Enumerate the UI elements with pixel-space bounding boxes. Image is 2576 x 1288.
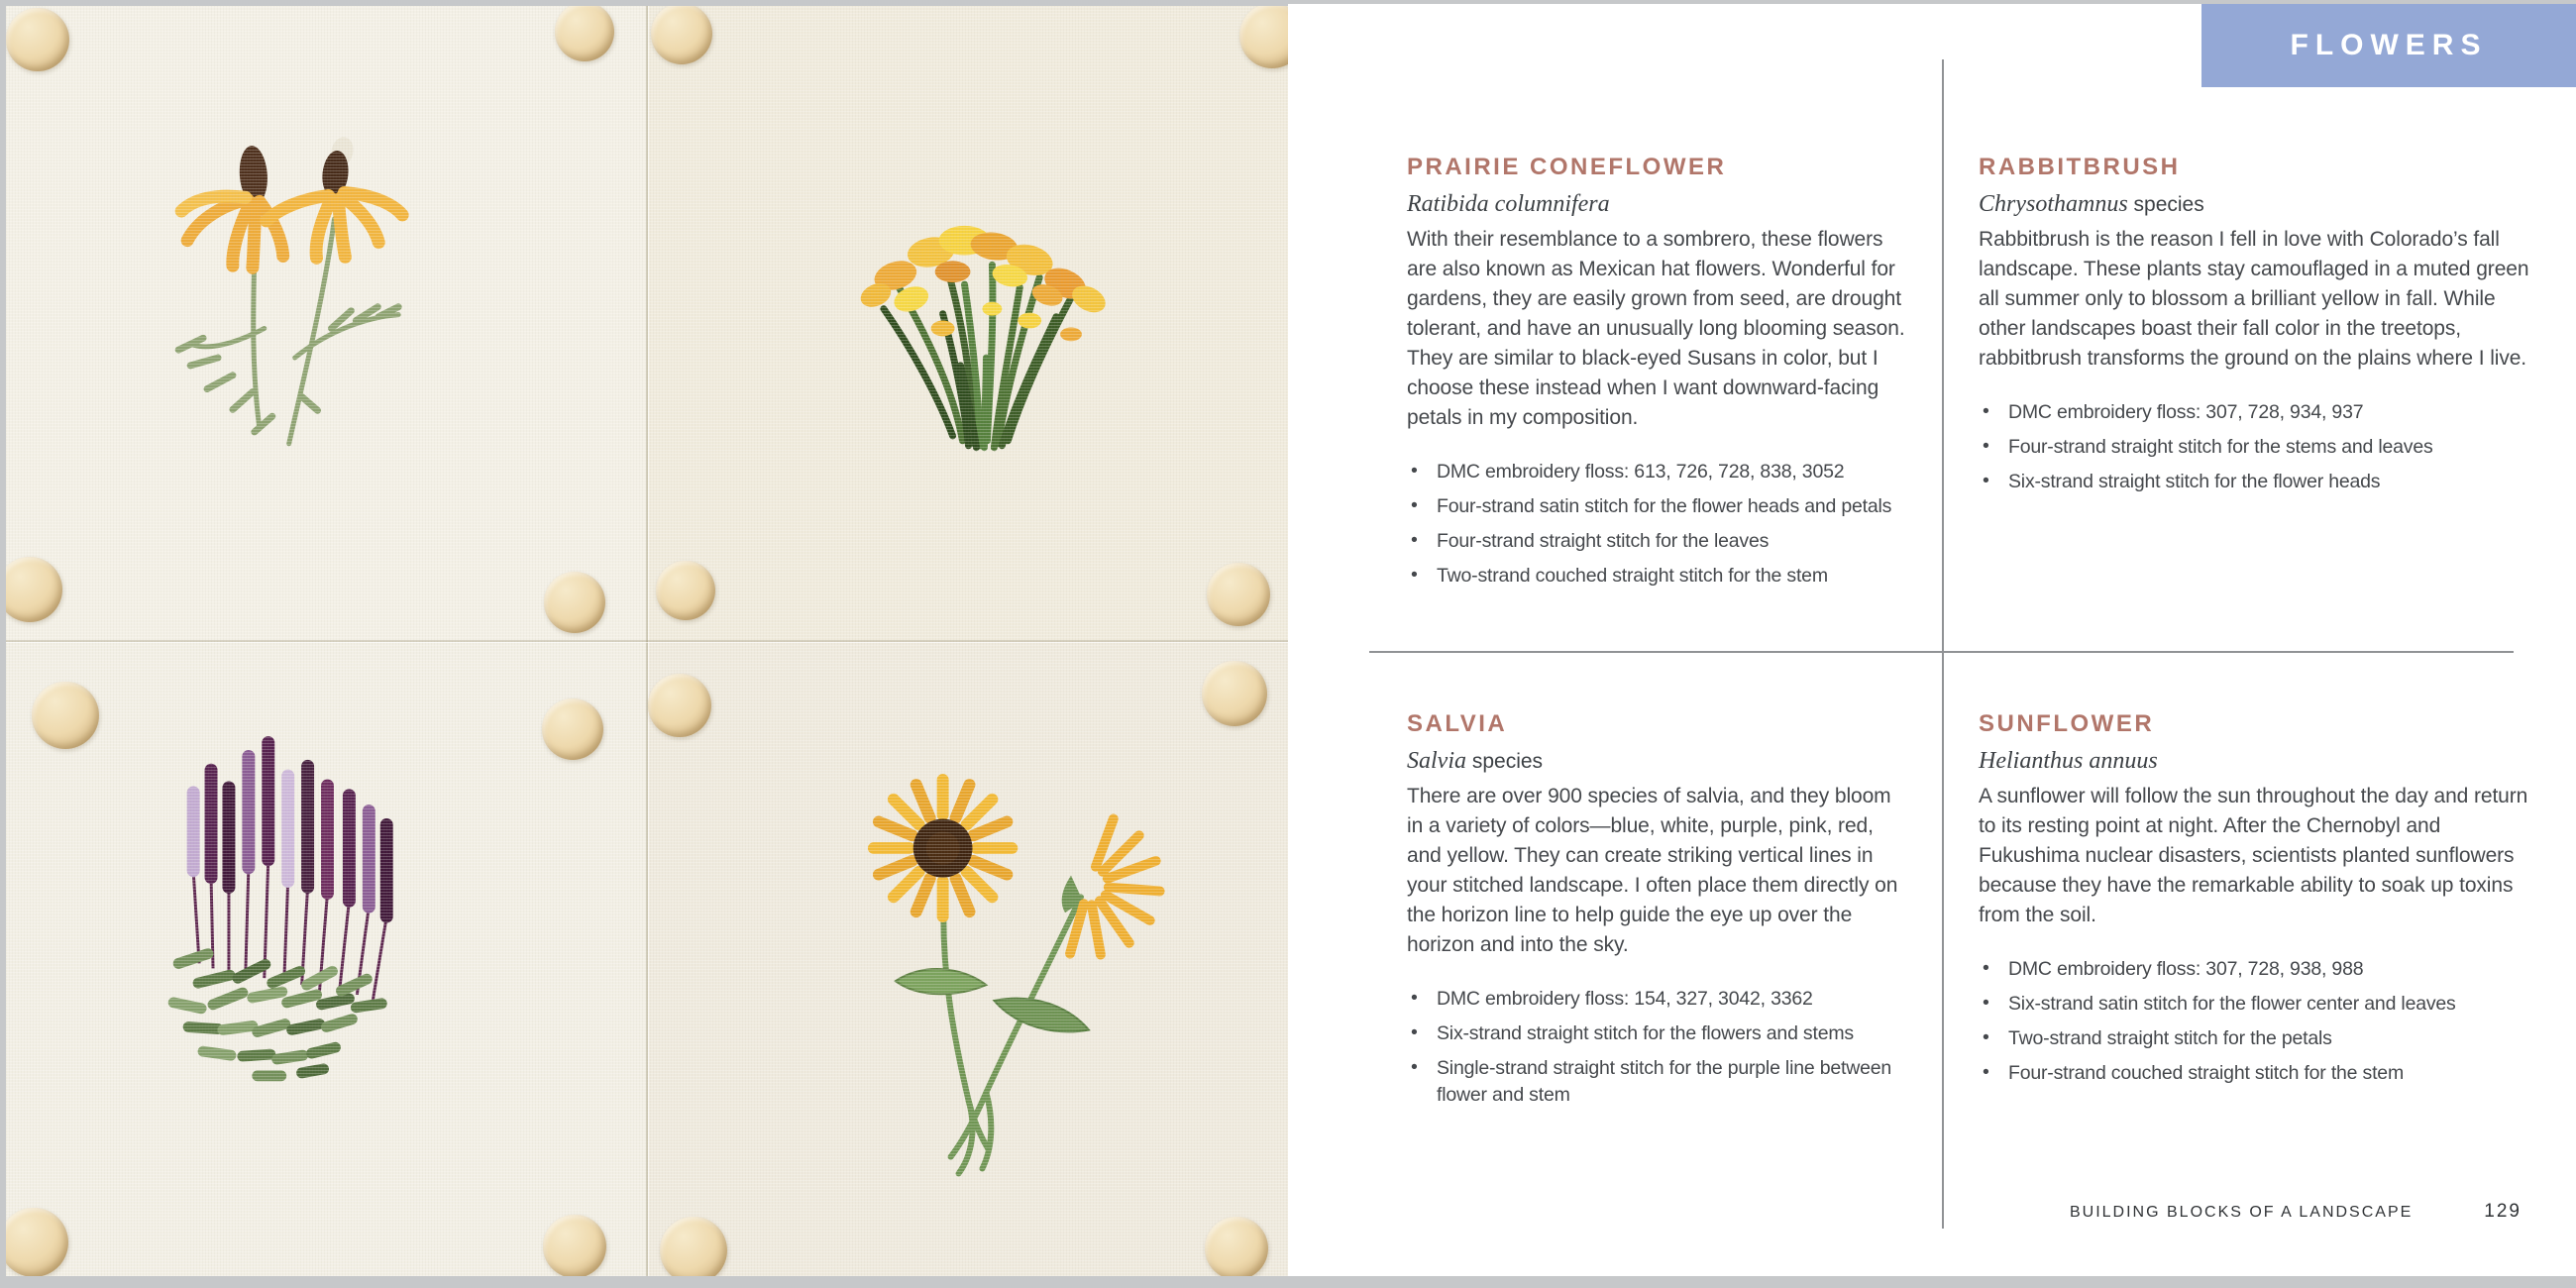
species-name: Ratibida columnifera <box>1407 191 1610 217</box>
wooden-pin <box>6 1208 68 1276</box>
running-footer: BUILDING BLOCKS OF A LANDSCAPE <box>2069 1204 2414 1221</box>
chapter-tab-label: FLOWERS <box>2290 29 2488 61</box>
section-salvia <box>1407 709 1907 1117</box>
stitch-list <box>1979 399 2531 495</box>
stitch-list <box>1407 986 1907 1109</box>
wooden-pin <box>648 674 711 737</box>
list-item: • Four-strand straight stitch for the leaves <box>1407 528 1907 555</box>
list-item: • Two-strand straight stitch for the petals <box>1979 1025 2531 1052</box>
list-item: • Four-strand straight stitch for the stems and leaves <box>1979 434 2531 461</box>
section-sunflower <box>1979 709 2531 1095</box>
page-number: 129 <box>2484 1201 2522 1222</box>
column-divider <box>1942 59 1944 1229</box>
text-page <box>1288 4 2576 1276</box>
stitch-list <box>1407 459 1907 590</box>
list-item: • Four-strand couched straight stitch for the stem <box>1979 1060 2531 1087</box>
quadrant-sunflower <box>647 641 1288 1276</box>
section-body: Rabbitbrush is the reason I fell in love with Colorado’s fall landscape. These plants stay camouflaged in a muted green all summer only to blossom a brilliant yellow in fall. While other landscapes boast their fall color in the treetops, rabbitbrush transforms the ground on the plains where I live. <box>1979 228 2529 370</box>
prairie-coneflower-embroidery <box>6 6 647 641</box>
page-footer <box>2070 1201 2522 1223</box>
sunflower-embroidery <box>647 641 1288 1276</box>
quadrant-prairie-coneflower <box>6 6 647 641</box>
wooden-pin <box>1205 1217 1268 1276</box>
section-body: With their resemblance to a sombrero, these flowers are also known as Mexican hat flowers. Wonderful for gardens, they are easily grown from seed, are drought tolerant, and have an unusually long blooming season. They are similar to black-eyed Susans in color, but I choose these instead when I want downward-facing petals in my composition. <box>1407 228 1905 429</box>
section-prairie-coneflower <box>1407 153 1907 597</box>
list-item: • Single-strand straight stitch for the purple line between flower and stem <box>1407 1055 1907 1109</box>
section-heading: SUNFLOWER <box>1979 710 2155 737</box>
list-item: • Two-strand couched straight stitch for the stem <box>1407 563 1907 590</box>
section-body: There are over 900 species of salvia, and they bloom in a variety of colors—blue, white, purple, pink, red, and yellow. They can create striking vertical lines in your stitched landscape. I often place them directly on the horizon line to help guide the eye up over the horizon and into the sky. <box>1407 785 1898 956</box>
list-item: • Six-strand satin stitch for the flower center and leaves <box>1979 991 2531 1018</box>
list-item: • DMC embroidery floss: 613, 726, 728, 838, 3052 <box>1407 459 1907 485</box>
wooden-pin <box>660 1217 727 1276</box>
wooden-pin <box>543 1215 606 1276</box>
embroidery-photo <box>6 6 1288 1276</box>
list-item: • Four-strand satin stitch for the flower heads and petals <box>1407 493 1907 520</box>
list-item: • DMC embroidery floss: 154, 327, 3042, 3362 <box>1407 986 1907 1013</box>
list-item: • Six-strand straight stitch for the flower heads <box>1979 469 2531 495</box>
list-item: • Six-strand straight stitch for the flowers and stems <box>1407 1020 1907 1047</box>
species-name: Chrysothamnus species <box>1979 191 2204 217</box>
rabbitbrush-embroidery <box>647 6 1288 641</box>
section-heading: PRAIRIE CONEFLOWER <box>1407 154 1727 180</box>
wooden-pin <box>1202 661 1267 726</box>
wooden-pin <box>32 682 99 749</box>
section-body: A sunflower will follow the sun throughout the day and return to its resting point at night. After the Chernobyl and Fukushima nuclear disasters, scientists planted sunflowers because they have the remarkable ability to soak up toxins from the soil. <box>1979 785 2528 926</box>
section-rabbitbrush <box>1979 153 2531 503</box>
fabric-seam-horizontal <box>6 640 1288 642</box>
wooden-pin <box>1207 563 1270 626</box>
species-name: Salvia species <box>1407 748 1544 774</box>
section-heading: RABBITBRUSH <box>1979 154 2181 180</box>
wooden-pin <box>544 572 605 633</box>
species-name: Helianthus annuus <box>1979 748 2158 774</box>
wooden-pin <box>6 8 69 71</box>
quadrant-rabbitbrush <box>647 6 1288 641</box>
list-item: • DMC embroidery floss: 307, 728, 938, 988 <box>1979 956 2531 983</box>
list-item: • DMC embroidery floss: 307, 728, 934, 937 <box>1979 399 2531 426</box>
stitch-list <box>1979 956 2531 1087</box>
wooden-pin <box>656 561 715 620</box>
section-heading: SALVIA <box>1407 710 1508 737</box>
row-divider <box>1369 651 2514 653</box>
chapter-tab <box>2201 4 2576 87</box>
wooden-pin <box>542 698 603 760</box>
wooden-pin <box>651 6 712 64</box>
